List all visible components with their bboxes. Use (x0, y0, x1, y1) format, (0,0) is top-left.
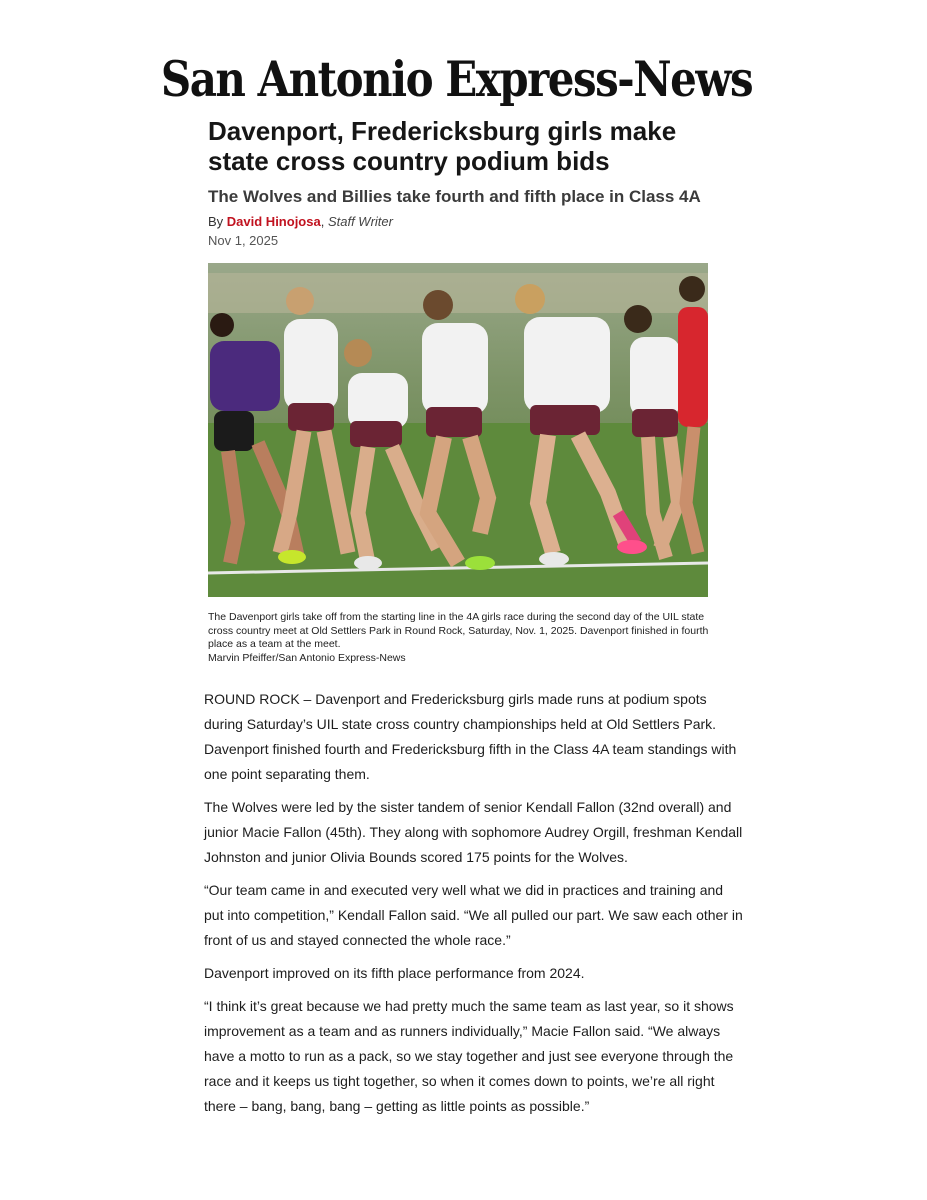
body-paragraph: ROUND ROCK – Davenport and Fredericksburg girls made runs at podium spots during Saturday’s UIL state cross country championships held at Old Settlers Park. Davenport finished fourth and Fredericksburg fifth in the Class 4A team standings with one point separating them. (204, 691, 737, 782)
byline-prefix: By (208, 214, 224, 229)
body-paragraph: The Wolves were led by the sister tandem of senior Kendall Fallon (32nd overall) and junior Macie Fallon (45th). They along with sophomore Audrey Orgill, freshman Kendall Johnston and junior Olivia Bounds scored 175 points for the Wolves. (204, 799, 743, 865)
shoe (354, 556, 382, 570)
body-paragraph: “I think it’s great because we had pretty much the same team as last year, so it shows improvement as a team and as runners individually,” Macie Fallon said. “We always have a motto to run as a pack, so we stay together and just see everyone through the race and it keeps us tight together, so when it comes down to points, we’re all right there – bang, bang, bang – getting as little points as possible.” (204, 998, 734, 1114)
caption-text: The Davenport girls take off from the starting line in the 4A girls race during the second day of the UIL state cross country meet at Old Settlers Park in Round Rock, Saturday, Nov. 1, 2025. Davenport finished in fourth place as a team at the meet. (208, 611, 709, 650)
runners-photo-illustration (208, 263, 708, 597)
author-link[interactable]: David Hinojosa (226, 214, 321, 229)
byline: By David Hinojosa, Staff Writer (208, 214, 393, 229)
masthead-logo: San Antonio Express-News (160, 50, 753, 108)
shoe (539, 552, 569, 566)
shoe (278, 550, 306, 564)
article-photo (208, 263, 708, 597)
photo-caption (208, 611, 713, 665)
article-headline: Davenport, Fredericksburg girls make state cross country podium bids (208, 116, 677, 176)
photo-credit: Marvin Pfeiffer/San Antonio Express-News (208, 651, 406, 664)
shoe (465, 556, 495, 570)
author-role: Staff Writer (327, 214, 393, 229)
article-body (204, 687, 744, 1127)
shoe (617, 540, 647, 554)
article-subheadline: The Wolves and Billies take fourth and fifth place in Class 4A (208, 187, 701, 206)
publish-date: Nov 1, 2025 (208, 233, 279, 248)
body-paragraph: Davenport improved on its fifth place performance from 2024. (204, 965, 585, 981)
body-paragraph: “Our team came in and executed very well what we did in practices and training and put into competition,” Kendall Fallon said. “We all pulled our part. We saw each other in front of us and stayed connected the whole race.” (204, 882, 743, 948)
